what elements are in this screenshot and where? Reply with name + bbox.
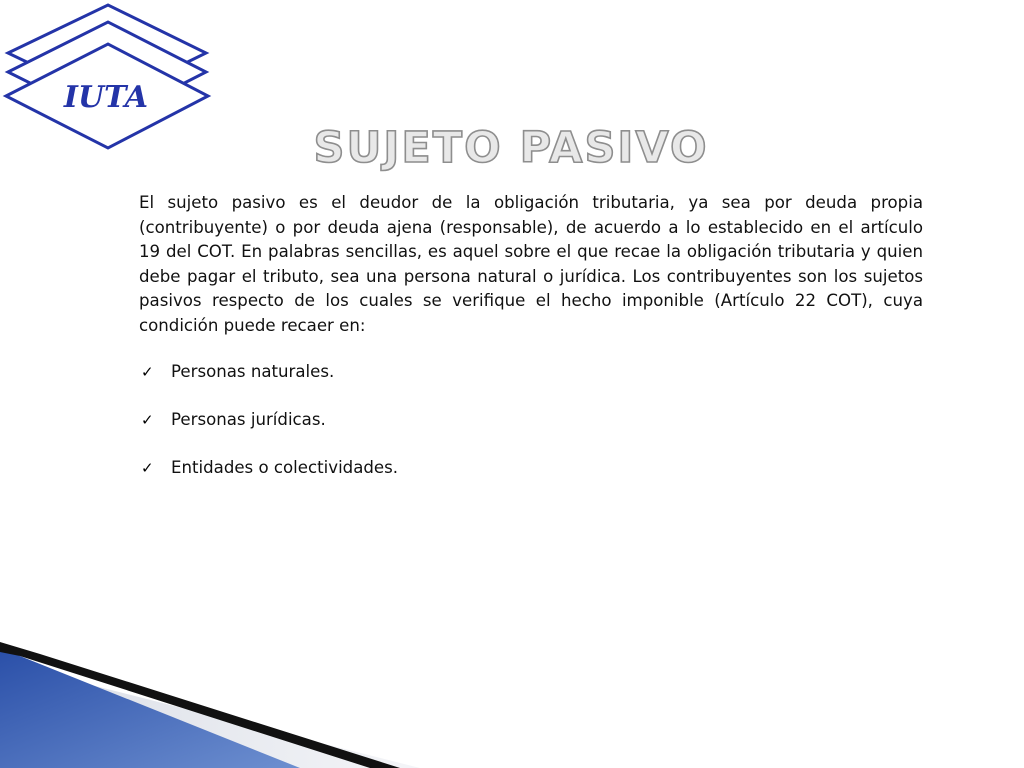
- list-item: [139, 406, 839, 454]
- bullet-text: Personas naturales.: [171, 362, 335, 381]
- list-item: [139, 358, 839, 406]
- logo-text: IUTA: [63, 80, 149, 115]
- checkmark-icon: ✓: [141, 459, 154, 477]
- title-area: [313, 118, 709, 174]
- corner-decoration: [0, 640, 420, 768]
- list-item: [139, 454, 839, 502]
- slide-title: SUJETO PASIVO: [313, 123, 709, 173]
- bullet-list: [139, 358, 839, 502]
- bullet-text: Entidades o colectividades.: [171, 458, 399, 477]
- body-paragraph: El sujeto pasivo es el deudor de la obligación tributaria, ya sea por deuda propia (contribuyente) o por deuda ajena (responsable), de acuerdo a lo establecido en el artículo 19 del COT. En palabras sencillas, es aquel sobre el que recae la obligación tributaria y quien debe pagar el tributo, sea una persona natural o jurídica. Los contribuyentes son los sujetos pasivos respecto de los cuales se verifique el hecho imponible (Artículo 22 COT), cuya condición puede recaer en:: [139, 193, 923, 335]
- checkmark-icon: ✓: [141, 411, 154, 429]
- iuta-logo: [0, 0, 215, 160]
- slide-title-graphic: [313, 118, 709, 174]
- checkmark-icon: ✓: [141, 363, 154, 381]
- bullet-text: Personas jurídicas.: [171, 410, 326, 429]
